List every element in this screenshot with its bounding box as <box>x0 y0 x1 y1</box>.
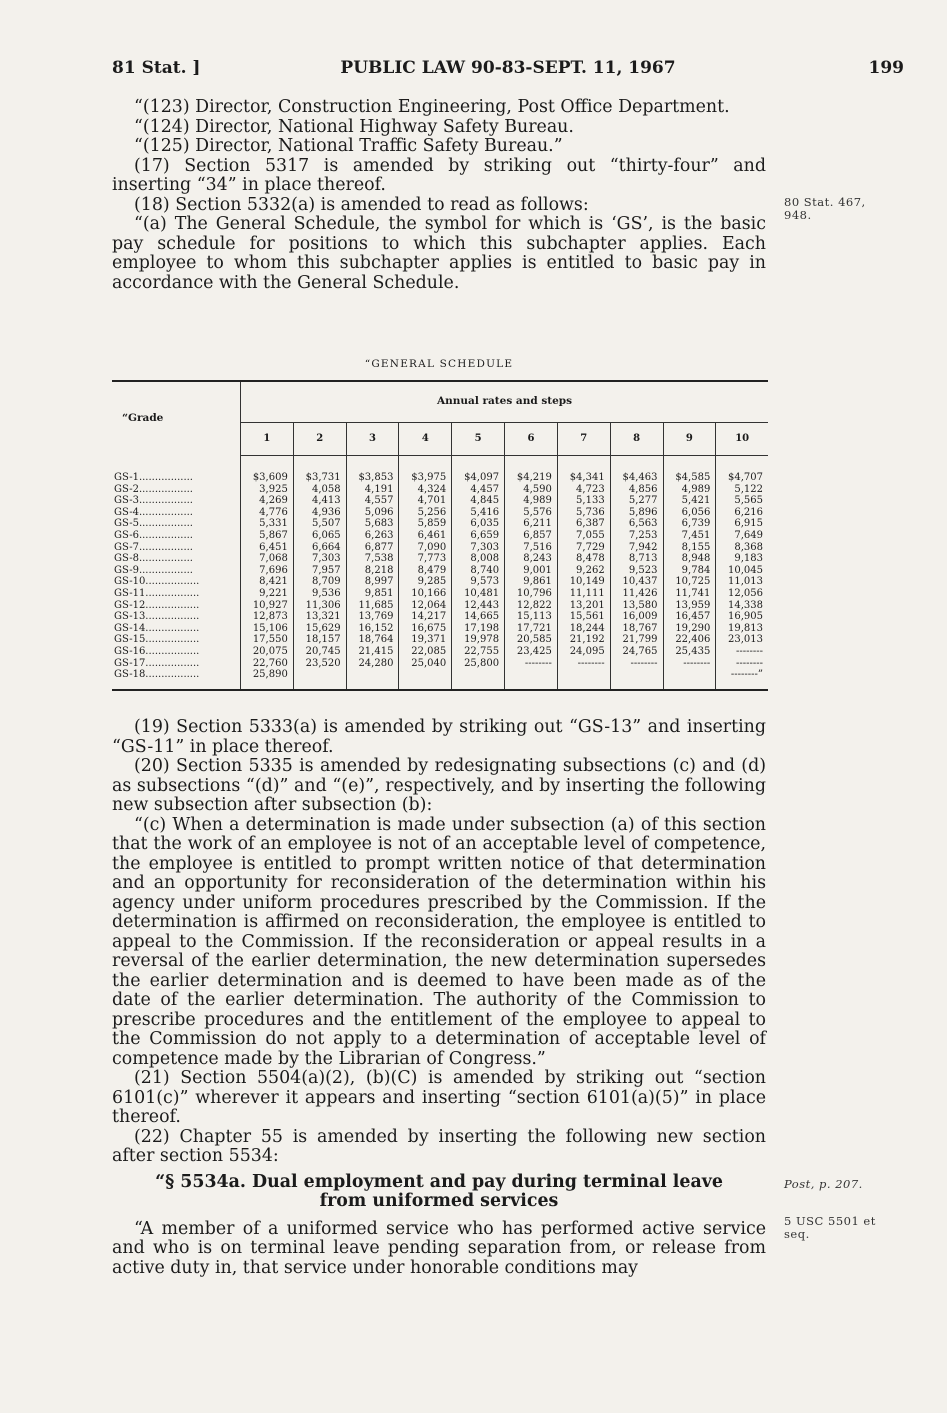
rate-cell: 7,773 <box>399 553 452 565</box>
rate-cell: 8,997 <box>346 576 399 588</box>
section-heading-5534a: “§ 5534a. Dual employment and pay during terminal leave from uniformed services <box>155 1171 723 1211</box>
rate-cell: 5,683 <box>346 518 399 530</box>
rate-cell: 5,256 <box>399 507 452 519</box>
rate-cell: 8,478 <box>557 553 610 565</box>
rate-cell: 6,563 <box>610 518 663 530</box>
rate-cell: 22,755 <box>452 646 505 658</box>
rate-cell <box>663 669 716 690</box>
table-row <box>112 530 768 542</box>
rate-cell: $3,731 <box>293 456 346 484</box>
rate-cell: 11,741 <box>663 588 716 600</box>
rate-cell: 5,421 <box>663 495 716 507</box>
rate-cell: $4,097 <box>452 456 505 484</box>
rate-cell: 4,989 <box>505 495 558 507</box>
rate-cell: 5,896 <box>610 507 663 519</box>
rate-cell: 6,915 <box>734 518 763 530</box>
rate-cell: 4,269 <box>241 495 294 507</box>
rate-cell <box>452 669 505 690</box>
rate-cell: 17,721 <box>505 623 558 635</box>
rate-cell: 7,538 <box>346 553 399 565</box>
rate-cell: 25,435 <box>663 646 716 658</box>
margin-note-stat: 80 Stat. 467, 948. <box>784 195 866 222</box>
rate-cell: 8,479 <box>399 565 452 577</box>
rate-cell: -------- <box>735 657 763 669</box>
paragraph-19: (19) Section 5333(a) is amended by striking out “GS-13” and inserting “GS-11” in place thereof. <box>112 717 766 757</box>
running-title: PUBLIC LAW 90-83-SEPT. 11, 1967 <box>340 58 676 78</box>
rate-cell: 17,550 <box>241 634 294 646</box>
rate-cell: 14,338 <box>728 599 763 611</box>
rate-cell: 5,576 <box>505 507 558 519</box>
rate-cell: 7,303 <box>293 553 346 565</box>
rate-cell: 9,536 <box>293 588 346 600</box>
step-header-9: 9 <box>663 423 716 456</box>
rate-cell: 4,590 <box>505 484 558 496</box>
rate-cell: 4,557 <box>346 495 399 507</box>
rate-cell: --------” <box>716 669 768 690</box>
rate-cell: 8,243 <box>505 553 558 565</box>
rate-cell: 16,152 <box>346 623 399 635</box>
page-number: 199 <box>868 58 904 78</box>
rate-cell: 10,796 <box>505 588 558 600</box>
table-row <box>112 634 768 646</box>
table-row <box>112 553 768 565</box>
rate-cell: 5,133 <box>557 495 610 507</box>
rate-cell: 6,739 <box>663 518 716 530</box>
margin-note-post: Post, p. 207. <box>784 1177 863 1191</box>
rate-cell: 21,415 <box>346 646 399 658</box>
rate-cell: 22,406 <box>663 634 716 646</box>
rate-cell: 6,659 <box>452 530 505 542</box>
rate-cell: 6,035 <box>452 518 505 530</box>
rate-cell: 4,936 <box>293 507 346 519</box>
rate-cell: -------- <box>505 658 558 670</box>
rate-cell: 5,331 <box>241 518 294 530</box>
rate-cell: 14,665 <box>452 611 505 623</box>
grade-cell: GS-18................. <box>112 669 241 690</box>
step-header-5: 5 <box>452 423 505 456</box>
grade-column-header: “Grade <box>112 382 241 456</box>
grade-cell: GS-11................. <box>112 588 241 600</box>
rate-cell: 5,859 <box>399 518 452 530</box>
grade-cell: GS-17................. <box>112 658 241 670</box>
grade-cell: GS-7................. <box>112 542 241 554</box>
table-row <box>112 484 768 496</box>
rate-cell: 9,573 <box>452 576 505 588</box>
rate-cell: 7,649 <box>734 529 763 541</box>
rate-cell: 9,851 <box>346 588 399 600</box>
rate-cell: 8,218 <box>346 565 399 577</box>
rate-cell: 4,723 <box>557 484 610 496</box>
rate-cell: 18,764 <box>346 634 399 646</box>
rate-cell: -------- <box>557 658 610 670</box>
rate-cell: 8,421 <box>241 576 294 588</box>
rate-cell: 16,457 <box>663 611 716 623</box>
table-row <box>112 495 768 507</box>
rate-cell: 5,565 <box>734 495 763 507</box>
rate-cell: 8,713 <box>610 553 663 565</box>
rate-cell: 4,776 <box>241 507 294 519</box>
rate-cell: $3,853 <box>346 456 399 484</box>
grade-cell: GS-15................. <box>112 634 241 646</box>
rate-cell: 4,856 <box>610 484 663 496</box>
rate-cell: 5,096 <box>346 507 399 519</box>
rate-cell: 6,451 <box>241 542 294 554</box>
rate-cell: -------- <box>663 658 716 670</box>
rate-cell: 11,013 <box>728 576 763 588</box>
rate-cell: 15,629 <box>293 623 346 635</box>
rate-cell: 24,280 <box>346 658 399 670</box>
grade-cell: GS-6................. <box>112 530 241 542</box>
rate-cell: 7,729 <box>557 542 610 554</box>
rate-cell: 24,095 <box>557 646 610 658</box>
rate-cell: 6,387 <box>557 518 610 530</box>
grade-cell: GS-3................. <box>112 495 241 507</box>
rate-cell: 6,664 <box>293 542 346 554</box>
rate-cell: 5,122 <box>734 483 763 495</box>
rate-cell: 16,675 <box>399 623 452 635</box>
rate-cell: 11,306 <box>293 600 346 612</box>
rate-cell: 7,068 <box>241 553 294 565</box>
rate-cell: 6,065 <box>293 530 346 542</box>
paragraph-22: (22) Chapter 55 is amended by inserting the following new section after section 5534: <box>112 1126 766 1166</box>
rate-cell: 9,262 <box>557 565 610 577</box>
rate-cell: 5,507 <box>293 518 346 530</box>
rate-cell: 4,058 <box>293 484 346 496</box>
rate-cell: 12,873 <box>241 611 294 623</box>
rate-cell: 12,064 <box>399 600 452 612</box>
rate-cell: 4,845 <box>452 495 505 507</box>
paragraph-124: “(124) Director, National Highway Safety Bureau. <box>134 116 574 137</box>
table-row <box>112 658 768 670</box>
rate-cell: 8,368 <box>734 541 763 553</box>
table-row <box>112 669 768 690</box>
rate-cell: 22,085 <box>399 646 452 658</box>
rate-cell: 18,767 <box>610 623 663 635</box>
grade-cell: GS-12................. <box>112 600 241 612</box>
rate-cell: 20,745 <box>293 646 346 658</box>
rate-cell: 5,867 <box>241 530 294 542</box>
top-text-block <box>112 98 766 293</box>
rate-cell: 15,106 <box>241 623 294 635</box>
rate-cell: $3,609 <box>241 456 294 484</box>
rate-cell: 6,877 <box>346 542 399 554</box>
table-row <box>112 576 768 588</box>
rate-cell: 21,192 <box>557 634 610 646</box>
rate-cell: 7,696 <box>241 565 294 577</box>
grade-cell: GS-8................. <box>112 553 241 565</box>
rate-cell: 4,324 <box>399 484 452 496</box>
paragraph-18a: “(a) The General Schedule, the symbol for which is ‘GS’, is the basic pay schedule for positions to which this subchapter applies. Each employee to whom this subchapter applies is entitled to basic pay in accordance with the General Schedule. <box>112 214 766 293</box>
rate-cell <box>399 669 452 690</box>
rate-cell: 6,056 <box>663 507 716 519</box>
rate-cell: 25,800 <box>452 658 505 670</box>
general-schedule-table <box>112 380 768 691</box>
rate-cell: 7,090 <box>399 542 452 554</box>
grade-cell: GS-16................. <box>112 646 241 658</box>
rate-cell: 10,166 <box>399 588 452 600</box>
rate-cell: 19,978 <box>452 634 505 646</box>
rate-cell: 10,927 <box>241 600 294 612</box>
rate-cell: -------- <box>735 645 763 657</box>
rate-cell <box>505 669 558 690</box>
paragraph-20c: “(c) When a determination is made under subsection (a) of this section that the work of an employee is not of an acceptable level of competence, the employee is entitled to prompt written notice of that determination and an opportunity for reconsideration of the determination within his agency under uniform procedures prescribed by the Commission. If the determination is affirmed on reconsideration, the employee is entitled to appeal to the Commission. If the reconsideration or appeal results in a reversal of the earlier determination, the new determination supersedes the earlier determination and is deemed to have been made as of the date of the earlier determination. The authority of the Commission to prescribe procedures and the entitlement of the employee to appeal to the Commission do not apply to a determination of acceptable level of competence made by the Librarian of Congress.” <box>112 814 766 1069</box>
rate-cell: 10,149 <box>557 576 610 588</box>
rate-cell: 4,191 <box>346 484 399 496</box>
step-header-8: 8 <box>610 423 663 456</box>
rate-cell: 9,183 <box>734 553 763 565</box>
step-header-1: 1 <box>241 423 294 456</box>
table-caption: “GENERAL SCHEDULE <box>364 358 514 370</box>
rate-cell: 7,303 <box>452 542 505 554</box>
rate-cell: 16,905 <box>728 611 763 623</box>
rate-cell: $3,975 <box>399 456 452 484</box>
grade-cell: GS-2................. <box>112 484 241 496</box>
rate-cell: 6,857 <box>505 530 558 542</box>
rate-cell: 20,075 <box>241 646 294 658</box>
table-row <box>112 456 768 484</box>
paragraph-125: “(125) Director, National Traffic Safety Bureau.” <box>134 136 563 156</box>
paragraph-5534a: “A member of a uniformed service who has performed active service and who is on terminal leave pending separation from, or release from active duty in, that service under honorable conditions may <box>112 1218 766 1278</box>
paragraph-123: “(123) Director, Construction Engineering, Post Office Department. <box>134 97 730 117</box>
paragraph-18: (18) Section 5332(a) is amended to read as follows: <box>134 194 589 215</box>
rate-cell: 7,516 <box>505 542 558 554</box>
rate-cell: 23,425 <box>505 646 558 658</box>
rate-cell: 18,244 <box>557 623 610 635</box>
rate-cell: 9,001 <box>505 565 558 577</box>
step-header-2: 2 <box>293 423 346 456</box>
table-row <box>112 611 768 623</box>
rate-cell: 8,155 <box>663 542 716 554</box>
rate-cell: 11,426 <box>610 588 663 600</box>
rate-cell: 9,523 <box>610 565 663 577</box>
step-header-3: 3 <box>346 423 399 456</box>
rate-cell: 15,561 <box>557 611 610 623</box>
rate-cell: 4,457 <box>452 484 505 496</box>
rate-cell: 5,736 <box>557 507 610 519</box>
rate-cell: 9,784 <box>663 565 716 577</box>
table-row <box>112 507 768 519</box>
rate-cell: 4,701 <box>399 495 452 507</box>
rate-cell: 8,709 <box>293 576 346 588</box>
rate-cell: 13,321 <box>293 611 346 623</box>
rate-cell: 9,861 <box>505 576 558 588</box>
rate-cell: 13,959 <box>663 600 716 612</box>
paragraph-17: (17) Section 5317 is amended by striking out “thirty-four” and inserting “34” in place thereof. <box>112 155 766 195</box>
step-header-4: 4 <box>399 423 452 456</box>
rate-cell: $4,219 <box>505 456 558 484</box>
rate-cell: 11,685 <box>346 600 399 612</box>
rate-cell: 13,201 <box>557 600 610 612</box>
rate-cell <box>557 669 610 690</box>
rate-cell: 7,942 <box>610 542 663 554</box>
rate-cell: 10,437 <box>610 576 663 588</box>
rate-cell: 6,461 <box>399 530 452 542</box>
rate-cell: 8,740 <box>452 565 505 577</box>
rate-cell: 13,580 <box>610 600 663 612</box>
table-row <box>112 600 768 612</box>
margin-note-usc: 5 USC 5501 et seq. <box>784 1214 876 1241</box>
rate-cell: $4,341 <box>557 456 610 484</box>
table-row <box>112 542 768 554</box>
step-header-10: 10 <box>716 423 768 456</box>
rate-cell: 9,221 <box>241 588 294 600</box>
rate-cell: 25,040 <box>399 658 452 670</box>
rate-cell: 5,416 <box>452 507 505 519</box>
rate-cell: 19,371 <box>399 634 452 646</box>
rate-cell: 19,813 <box>728 622 763 634</box>
rate-cell: 4,413 <box>293 495 346 507</box>
rate-cell: 12,056 <box>728 587 763 599</box>
rate-cell: 20,585 <box>505 634 558 646</box>
rate-cell: 16,009 <box>610 611 663 623</box>
table-row <box>112 588 768 600</box>
paragraph-21: (21) Section 5504(a)(2), (b)(C) is amended by striking out “section 6101(c)” wherever it appears and inserting “section 6101(a)(5)” in place thereof. <box>112 1068 766 1127</box>
rate-cell <box>293 669 346 690</box>
rate-cell: 6,211 <box>505 518 558 530</box>
rates-span-header: Annual rates and steps <box>241 382 769 423</box>
rate-cell: 3,925 <box>241 484 294 496</box>
step-header-6: 6 <box>505 423 558 456</box>
rate-cell: 17,198 <box>452 623 505 635</box>
table-row <box>112 623 768 635</box>
rate-cell: 7,055 <box>557 530 610 542</box>
grade-cell: GS-4................. <box>112 507 241 519</box>
rate-cell: 19,290 <box>663 623 716 635</box>
rate-cell: 14,217 <box>399 611 452 623</box>
rate-cell: 21,799 <box>610 634 663 646</box>
grade-cell: GS-10................. <box>112 576 241 588</box>
rate-cell: $4,463 <box>610 456 663 484</box>
step-header-7: 7 <box>557 423 610 456</box>
rate-cell: 23,013 <box>728 634 763 646</box>
rate-cell: 4,989 <box>663 484 716 496</box>
rate-cell <box>610 669 663 690</box>
rate-cell: 6,263 <box>346 530 399 542</box>
rate-cell <box>346 669 399 690</box>
grade-cell: GS-9................. <box>112 565 241 577</box>
rate-cell: 10,045 <box>728 564 763 576</box>
rate-cell: 23,520 <box>293 658 346 670</box>
rate-cell: 13,769 <box>346 611 399 623</box>
rate-cell: 8,008 <box>452 553 505 565</box>
rate-cell: 5,277 <box>610 495 663 507</box>
stat-volume: 81 Stat. ] <box>112 58 201 78</box>
rate-cell: -------- <box>610 658 663 670</box>
table-row <box>112 565 768 577</box>
table-row <box>112 518 768 530</box>
rate-cell: 9,285 <box>399 576 452 588</box>
table-row <box>112 646 768 658</box>
page-header <box>112 58 904 82</box>
rate-cell: $4,707 <box>728 472 763 483</box>
grade-cell: GS-5................. <box>112 518 241 530</box>
rate-cell: 10,725 <box>663 576 716 588</box>
rate-cell: 15,113 <box>505 611 558 623</box>
rate-cell: 18,157 <box>293 634 346 646</box>
rate-cell: 12,822 <box>505 600 558 612</box>
rate-cell: 11,111 <box>557 588 610 600</box>
grade-cell: GS-1................. <box>112 456 241 484</box>
rate-cell: $4,585 <box>663 456 716 484</box>
rate-cell: 7,957 <box>293 565 346 577</box>
paragraph-20: (20) Section 5335 is amended by redesignating subsections (c) and (d) as subsections “(d)” and “(e)”, respectively, and by inserting the following new subsection after subsection (b): <box>112 756 766 815</box>
grade-cell: GS-14................. <box>112 623 241 635</box>
rate-cell: 25,890 <box>241 669 294 690</box>
rate-cell: 10,481 <box>452 588 505 600</box>
rate-cell: 8,948 <box>663 553 716 565</box>
rate-cell: 7,253 <box>610 530 663 542</box>
rate-cell: 12,443 <box>452 600 505 612</box>
bottom-text-block <box>112 718 766 1278</box>
rate-cell: 22,760 <box>241 658 294 670</box>
rate-cell: 24,765 <box>610 646 663 658</box>
grade-cell: GS-13................. <box>112 611 241 623</box>
rate-cell: 7,451 <box>663 530 716 542</box>
rate-cell: 6,216 <box>734 506 763 518</box>
